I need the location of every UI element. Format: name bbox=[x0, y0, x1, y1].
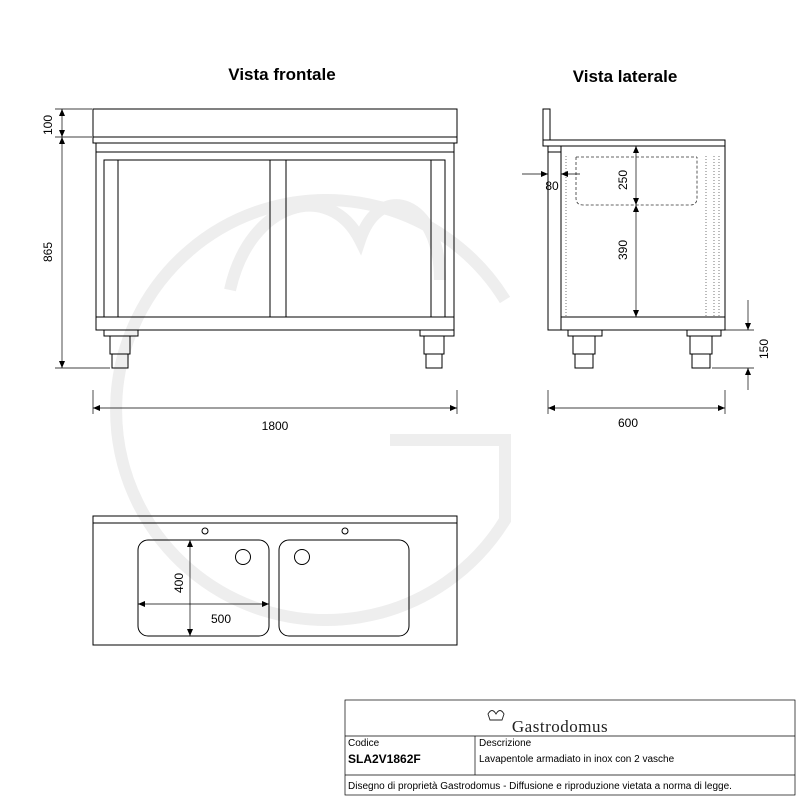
dim-basin-depth: 250 bbox=[616, 169, 630, 191]
descrizione-value: Lavapentole armadiato in inox con 2 vasche bbox=[479, 754, 675, 765]
side-view-title: Vista laterale bbox=[572, 67, 678, 86]
top-view bbox=[93, 516, 457, 645]
codice-label: Codice bbox=[348, 738, 380, 749]
footer-note: Disegno di proprietà Gastrodomus - Diffusione e riproduzione vietata a norma di legge. bbox=[348, 781, 732, 792]
brand-logo-icon bbox=[488, 711, 504, 721]
dim-side-depth: 600 bbox=[617, 416, 639, 430]
side-width-dimension bbox=[548, 390, 725, 414]
descrizione-label: Descrizione bbox=[479, 738, 532, 749]
side-view bbox=[543, 109, 725, 368]
dim-basin-height: 400 bbox=[172, 572, 186, 594]
watermark-logo bbox=[116, 200, 505, 620]
front-vertical-dimensions bbox=[55, 109, 110, 368]
codice-value: SLA2V1862F bbox=[348, 752, 421, 766]
front-width-dimension bbox=[93, 390, 457, 414]
dim-basin-width: 500 bbox=[210, 612, 232, 626]
dim-top-height: 100 bbox=[41, 114, 55, 136]
dim-total-width: 1800 bbox=[261, 419, 289, 433]
front-view bbox=[93, 109, 457, 368]
brand-name: Gastrodomus bbox=[511, 717, 609, 736]
dim-cabinet-inner: 390 bbox=[616, 239, 630, 261]
dim-side-offset: 80 bbox=[545, 179, 559, 193]
dim-leg-height: 150 bbox=[757, 338, 771, 360]
dim-body-height: 865 bbox=[41, 241, 55, 263]
side-leg-dimension bbox=[712, 300, 754, 390]
front-view-title: Vista frontale bbox=[228, 65, 336, 84]
